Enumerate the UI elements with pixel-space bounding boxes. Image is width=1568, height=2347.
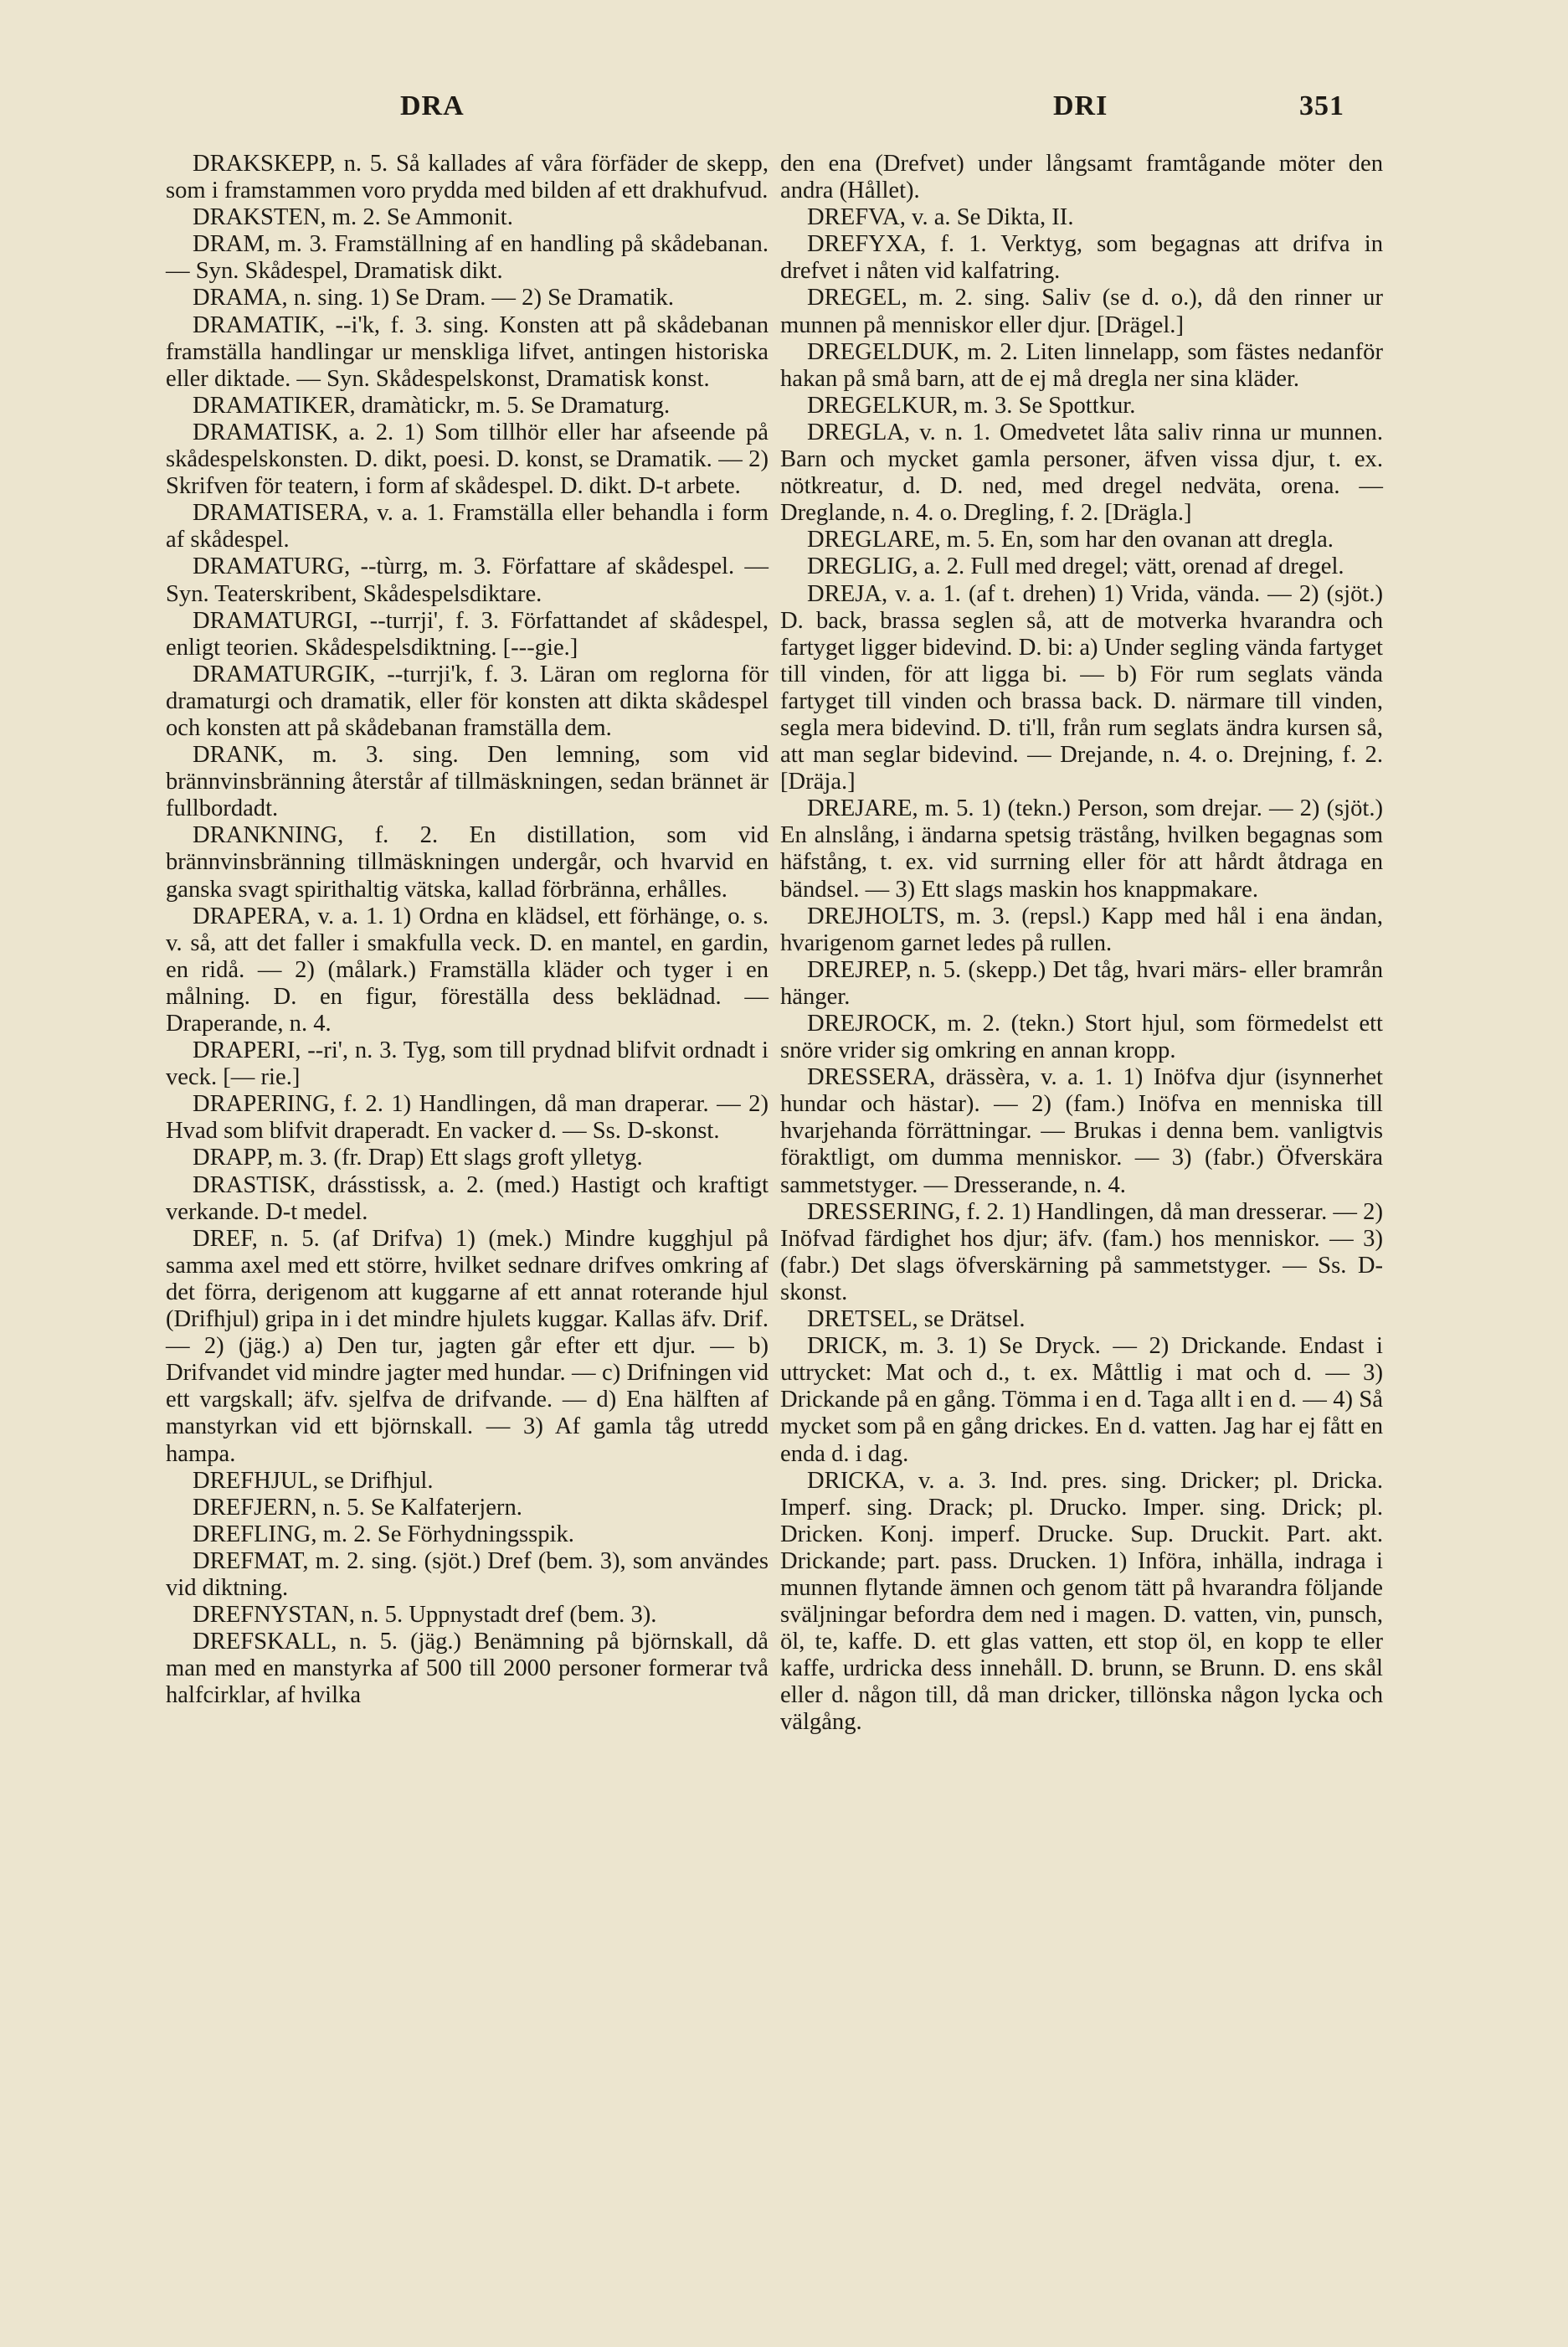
dictionary-entry: DRAKSKEPP, n. 5. Så kallades af våra förfäder de skepp, som i framstammen voro prydda med bilden af ett drakhufvud. (166, 151, 769, 204)
dictionary-entry: DRAMATURGIK, --turrji'k, f. 3. Läran om reglorna för dramaturgi och dramatik, eller för konsten att dikta skådespel och konsten att på skådebanan framställa dem. (166, 661, 769, 741)
dictionary-entry: DRAPERA, v. a. 1. 1) Ordna en klädsel, ett förhänge, o. s. v. så, att det faller i smakfulla veck. D. en mantel, en gardin, en ridå. — 2) (målark.) Framställa kläder och tyger i en målning. D. en figur, föreställa dess beklädnad. — Draperande, n. 4. (166, 903, 769, 1037)
dictionary-entry: DRAMATURG, --tùrrg, m. 3. Författare af skådespel. — Syn. Teaterskribent, Skådespelsdiktare. (166, 553, 769, 607)
dictionary-entry: DRETSEL, se Drätsel. (807, 1306, 1026, 1333)
dictionary-entry: DREFVA, v. a. Se Dikta, II. (807, 204, 1074, 231)
dictionary-entry: DRICK, m. 3. 1) Se Dryck. — 2) Drickande. Endast i uttrycket: Mat och d., t. ex. Måttlig i mat och d. — 3) Drickande på en gång. Tömma i en d. Taga allt i en d. — 4) Så mycket som på en gång drickes. En d. vatten. Jag har ej fått en enda d. i dag. (780, 1333, 1383, 1467)
dictionary-entry: DRESSERING, f. 2. 1) Handlingen, då man dresserar. — 2) Inöfvad färdighet hos djur; äfv. (fam.) hos menniskor. — 3) (fabr.) Det slags öfverskärning på sammetstyger. — Ss. D-skonst. (780, 1198, 1383, 1305)
dictionary-entry: DREFNYSTAN, n. 5. Uppnystadt dref (bem. 3). (193, 1602, 657, 1629)
dictionary-entry: DREGLIG, a. 2. Full med dregel; vätt, orenad af dregel. (807, 553, 1344, 580)
dictionary-entry: DREFHJUL, se Drifhjul. (193, 1467, 434, 1494)
left-column (166, 151, 769, 1709)
dictionary-entry: DRANKNING, f. 2. En distillation, som vid brännvinsbränning tillmäskningen undergår, och hvarvid en ganska svagt spirithaltig vätska, kallad förbränna, erhålles. (166, 822, 769, 903)
right-column (780, 151, 1383, 1737)
page-number: 351 (1299, 90, 1344, 121)
dictionary-entry: DREGELDUK, m. 2. Liten linnelapp, som fästes nedanför hakan på små barn, att de ej må dregla ner sina kläder. (780, 338, 1383, 392)
dictionary-entry: DREJROCK, m. 2. (tekn.) Stort hjul, som förmedelst ett snöre vrider sig omkring en annan kropp. (780, 1011, 1383, 1064)
dictionary-entry: DRESSERA, drässèra, v. a. 1. 1) Inöfva djur (isynnerhet hundar och hästar). — 2) (fam.) Inöfva en menniska till hvarjehanda förrättningar. — Brukas i denna bem. vanligtvis föraktligt, om dumma menniskor. — 3) (fabr.) Öfverskära sammetstyger. — Dresserande, n. 4. (780, 1064, 1383, 1198)
dictionary-entry: DRICKA, v. a. 3. Ind. pres. sing. Dricker; pl. Dricka. Imperf. sing. Drack; pl. Drucko. Imper. sing. Drick; pl. Dricken. Konj. imperf. Drucke. Sup. Druckit. Part. akt. Drickande; part. pass. Drucken. 1) Införa, inhälla, indraga i munnen flytande ämnen och genom tätt på hvarandra följande sväljningar befordra dem ned i magen. D. vatten, vin, punsch, öl, te, kaffe. D. ett glas vatten, ett stop öl, en kopp te eller kaffe, urdricka dess innehåll. D. brunn, se Brunn. D. ens skål eller d. någon till, då man dricker, tillönska någon lycka och välgång. (780, 1467, 1383, 1736)
dictionary-entry: DREFMAT, m. 2. sing. (sjöt.) Dref (bem. 3), som användes vid diktning. (166, 1547, 769, 1601)
dictionary-entry: DRAMATURGI, --turrji', f. 3. Författandet af skådespel, enligt teorien. Skådespelsdiktning. [---gie.] (166, 607, 769, 661)
dictionary-entry: DREGELKUR, m. 3. Se Spottkur. (807, 392, 1136, 419)
dictionary-entry: DREJARE, m. 5. 1) (tekn.) Person, som drejar. — 2) (sjöt.) En alnslång, i ändarna spetsig trästång, hvilken begagnas som häfstång, t. ex. vid surrning eller för att hårdt åtdraga en bändsel. — 3) Ett slags maskin hos knappmakare. (780, 795, 1383, 903)
dictionary-entry: DRAPERI, --ri', n. 3. Tyg, som till prydnad blifvit ordnadt i veck. [— rie.] (166, 1037, 769, 1091)
dictionary-entry: DREFJERN, n. 5. Se Kalfaterjern. (193, 1494, 522, 1521)
dictionary-entry: DREJREP, n. 5. (skepp.) Det tåg, hvari märs- eller bramrån hänger. (780, 956, 1383, 1010)
running-header-left: DRA (400, 90, 465, 121)
dictionary-entry: DRAMATISK, a. 2. 1) Som tillhör eller har afseende på skådespelskonsten. D. dikt, poesi. D. konst, se Dramatik. — 2) Skrifven för teatern, i form af skådespel. D. dikt. D-t arbete. (166, 419, 769, 500)
dictionary-entry: den ena (Drefvet) under långsamt framtågande möter den andra (Hållet). (780, 151, 1383, 204)
dictionary-entry: DREGLARE, m. 5. En, som har den ovanan att dregla. (807, 527, 1334, 553)
dictionary-entry: DREJA, v. a. 1. (af t. drehen) 1) Vrida, vända. — 2) (sjöt.) D. back, brassa seglen så, att de motverka hvarandra och fartyget ligger bidevind. D. bi: a) Under segling vända fartyget till vinden, för att ligga bi. — b) För rum seglats vända fartyget till vinden och brassa back. D. närmare till vinden, segla mera bidevind. D. ti'll, från rum seglats ändra kursen så, att man seglar bidevind. — Drejande, n. 4. o. Drejning, f. 2. [Dräja.] (780, 580, 1383, 795)
dictionary-entry: DREFLING, m. 2. Se Förhydningsspik. (193, 1521, 574, 1547)
dictionary-entry: DREF, n. 5. (af Drifva) 1) (mek.) Mindre kugghjul på samma axel med ett större, hvilket sednare drifves omkring af det förra, derigenom att kuggarne af ett annat roterande hjul (Drifhjul) gripa in i det mindre hjulets kuggar. Kallas äfv. Drif. — 2) (jäg.) a) Den tur, jagten går efter ett djur. — b) Drifvandet vid mindre jagter med hundar. — c) Drifningen vid ett vargskall; äfv. sjelfva de drifvande. — d) Ena hälften af manstyrkan vid ett björnskall. — 3) Af gamla tåg utredd hampa. (166, 1225, 769, 1467)
dictionary-entry: DRAM, m. 3. Framställning af en handling på skådebanan. — Syn. Skådespel, Dramatisk dikt. (166, 231, 769, 285)
dictionary-entry: DRAMATIK, --i'k, f. 3. sing. Konsten att på skådebanan framställa handlingar ur menskliga lifvet, antingen historiska eller diktade. — Syn. Skådespelskonst, Dramatisk konst. (166, 311, 769, 392)
dictionary-entry: DRAMATIKER, dramàtickr, m. 5. Se Dramaturg. (193, 392, 671, 419)
dictionary-entry: DRAPERING, f. 2. 1) Handlingen, då man draperar. — 2) Hvad som blifvit draperadt. En vacker d. — Ss. D-skonst. (166, 1091, 769, 1145)
dictionary-entry: DRAMA, n. sing. 1) Se Dram. — 2) Se Dramatik. (193, 285, 674, 311)
dictionary-entry: DRAKSTEN, m. 2. Se Ammonit. (193, 204, 513, 231)
running-header-right: DRI (1053, 90, 1108, 121)
dictionary-entry: DRANK, m. 3. sing. Den lemning, som vid brännvinsbränning återstår af tillmäskningen, sedan brännet är fullbordadt. (166, 742, 769, 822)
dictionary-entry: DRASTISK, drásstissk, a. 2. (med.) Hastigt och kraftigt verkande. D-t medel. (166, 1171, 769, 1225)
dictionary-entry: DREGEL, m. 2. sing. Saliv (se d. o.), då den rinner ur munnen på menniskor eller djur. [Drägel.] (780, 285, 1383, 338)
dictionary-entry: DREJHOLTS, m. 3. (repsl.) Kapp med hål i ena ändan, hvarigenom garnet ledes på rullen. (780, 903, 1383, 956)
dictionary-entry: DRAMATISERA, v. a. 1. Framställa eller behandla i form af skådespel. (166, 500, 769, 553)
dictionary-entry: DREFSKALL, n. 5. (jäg.) Benämning på björnskall, då man med en manstyrka af 500 till 2000 personer formerar två halfcirklar, af hvilka (166, 1629, 769, 1709)
dictionary-entry: DRAPP, m. 3. (fr. Drap) Ett slags groft ylletyg. (193, 1145, 643, 1171)
dictionary-entry: DREFYXA, f. 1. Verktyg, som begagnas att drifva in drefvet i nåten vid kalfatring. (780, 231, 1383, 285)
dictionary-entry: DREGLA, v. n. 1. Omedvetet låta saliv rinna ur munnen. Barn och mycket gamla personer, äfven vissa djur, t. ex. nötkreatur, d. D. ned, med dregel nedväta, orena. — Dreglande, n. 4. o. Dregling, f. 2. [Drägla.] (780, 419, 1383, 527)
